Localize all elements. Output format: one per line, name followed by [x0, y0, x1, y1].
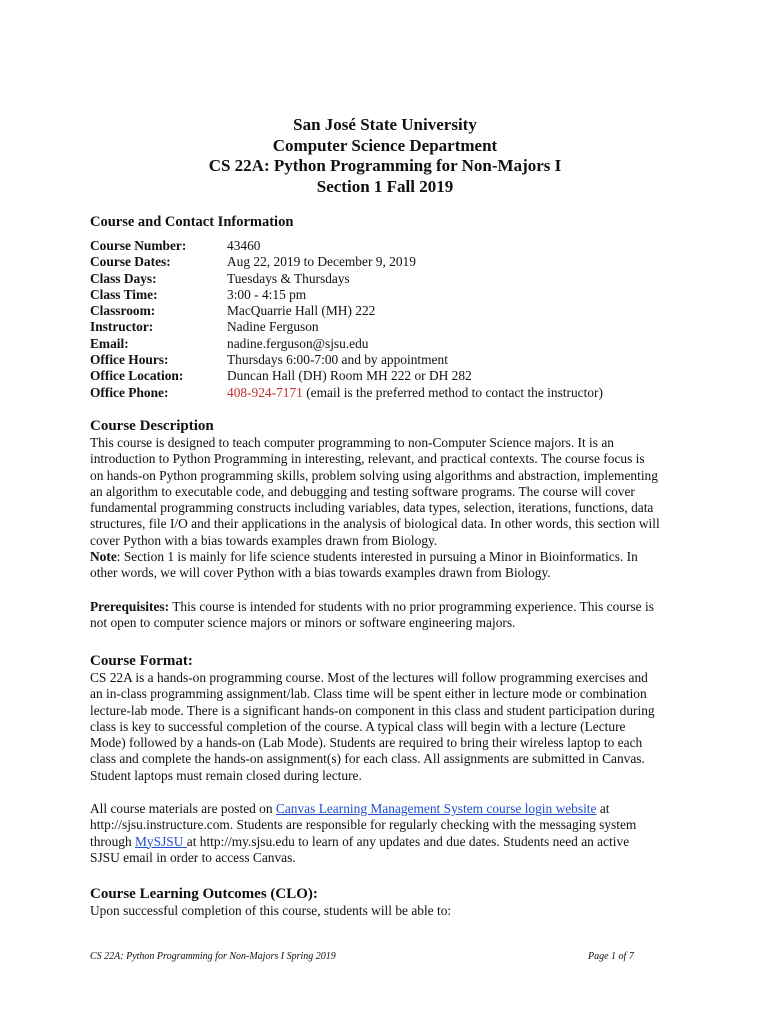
prerequisites-paragraph: [90, 599, 690, 632]
prereq-text: This course is intended for students with no prior programming experience. This course is: [169, 599, 654, 614]
text-span: at: [596, 801, 610, 816]
course-title: CS 22A: Python Programming for Non-Majors I: [208, 156, 562, 175]
info-row: [90, 254, 603, 270]
info-label: Office Location:: [90, 368, 184, 384]
info-row: [90, 385, 603, 401]
text-line: fundamental programming constructs including variables, data types, selection, iterations, functions, data: [90, 500, 654, 516]
info-row: [90, 319, 603, 335]
text-line: Upon successful completion of this course, students will be able to:: [90, 903, 452, 918]
footer-course: CS 22A: Python Programming for Non-Majors I Spring 2019: [90, 951, 336, 962]
info-label: Office Phone:: [90, 384, 169, 400]
text-line: CS 22A is a hands-on programming course. Most of the lectures will follow programming exercises and: [90, 670, 648, 685]
contact-info-table: [90, 238, 603, 401]
text-line: http://sjsu.instructure.com. Students are responsible for regularly checking with the messaging system: [90, 817, 637, 833]
note-line: [90, 549, 690, 565]
clo-paragraph: [90, 903, 690, 919]
mysjsu-link[interactable]: MySJSU: [135, 833, 187, 849]
info-value: Tuesdays & Thursdays: [227, 270, 350, 286]
info-label: Email:: [90, 335, 129, 351]
instructor-email: nadine.ferguson@sjsu.edu: [227, 335, 369, 351]
info-value: Thursdays 6:00-7:00 and by appointment: [227, 352, 448, 368]
format-heading: Course Format:: [90, 653, 193, 669]
info-value: 43460: [227, 238, 261, 253]
prereq-label: Prerequisites:: [90, 599, 170, 614]
info-value: [227, 385, 603, 401]
info-label: Course Dates:: [90, 254, 171, 270]
note-label: Note: [90, 549, 117, 565]
text-line: other words, we will cover Python with a bias towards examples drawn from Biology.: [90, 565, 551, 581]
description-paragraph: [90, 435, 690, 582]
canvas-login-link[interactable]: Canvas Learning Management System course login website: [275, 801, 597, 816]
info-label: Office Hours:: [90, 352, 169, 368]
info-row: [90, 336, 603, 352]
phone-note: (email is the preferred method to contact the instructor): [302, 384, 603, 400]
text-line: Mode) followed by a hands-on (Lab Mode). Students are required to bring their wireless laptop to each: [90, 735, 643, 751]
info-row: [90, 271, 603, 287]
info-label: Instructor:: [90, 319, 154, 335]
university-name: San José State University: [293, 115, 477, 134]
section-term: Section 1 Fall 2019: [316, 176, 454, 196]
text-line: structures, file I/O and their applications in the analysis of biological data. In other words, this section will: [90, 516, 660, 532]
text-line: introduction to Python Programming in interesting, relevant, and practical contexts. The course focus is: [90, 451, 645, 467]
text-span: through: [90, 833, 136, 849]
prereq-line: [90, 599, 690, 615]
materials-paragraph: [90, 801, 690, 866]
format-paragraph: [90, 670, 690, 784]
description-heading: Course Description: [90, 418, 214, 434]
text-line: class is key to successful completion of the course. A typical class will begin with a lecture (Lecture: [90, 718, 626, 734]
info-value: Aug 22, 2019 to December 9, 2019: [227, 254, 416, 270]
text-line: SJSU email in order to access Canvas.: [90, 849, 296, 865]
info-label: Classroom:: [90, 303, 156, 319]
text-line: class and complete the hands-on assignment(s) for each class. All assignments are submitted in Canvas.: [90, 751, 645, 767]
text-line: lecture-lab mode. There is a significant hands-on component in this class and student participation during: [90, 702, 655, 718]
text-line: an in-class programming assignment/lab. Class time will be spent either in lecture mode or combination: [90, 686, 647, 702]
text-line: [90, 801, 690, 817]
text-line: an algorithm to executable code, and debugging and testing software programs. The course will cover: [90, 483, 635, 499]
clo-heading: Course Learning Outcomes (CLO):: [90, 886, 318, 902]
footer-page-number: Page 1 of 7: [588, 951, 634, 962]
text-span: at http://my.sjsu.edu to learn of any updates and due dates. Students need an active: [186, 833, 630, 849]
note-text: : Section 1 is mainly for life science students interested in pursuing a Minor in Bioinformatics. In: [116, 549, 638, 565]
info-value: Nadine Ferguson: [227, 319, 319, 335]
info-value: MacQuarrie Hall (MH) 222: [227, 303, 376, 319]
info-value: Duncan Hall (DH) Room MH 222 or DH 282: [227, 368, 472, 384]
contact-heading: Course and Contact Information: [90, 214, 294, 230]
text-line: not open to computer science majors or minors or software engineering majors.: [90, 615, 516, 631]
info-row: [90, 352, 603, 368]
info-label: Class Time:: [90, 286, 158, 302]
info-row: [90, 368, 603, 384]
text-line: This course is designed to teach computer programming to non-Computer Science majors. It is an: [90, 435, 614, 450]
info-value: 3:00 - 4:15 pm: [227, 286, 307, 302]
text-line: on hands-on Python programming skills, problem solving using algorithms and abstraction, implementing: [90, 467, 658, 483]
department-name: Computer Science Department: [272, 135, 498, 155]
text-line: Student laptops must remain closed during lecture.: [90, 767, 362, 783]
info-row: [90, 303, 603, 319]
text-line: [90, 834, 690, 850]
text-line: cover Python with a bias towards examples drawn from Biology.: [90, 532, 438, 548]
office-phone[interactable]: 408-924-7171: [227, 384, 303, 400]
document-title: [0, 115, 770, 197]
text-span: All course materials are posted on: [90, 801, 276, 816]
info-row: [90, 287, 603, 303]
info-row: [90, 238, 603, 254]
info-label: Class Days:: [90, 270, 157, 286]
info-label: Course Number:: [90, 238, 187, 253]
